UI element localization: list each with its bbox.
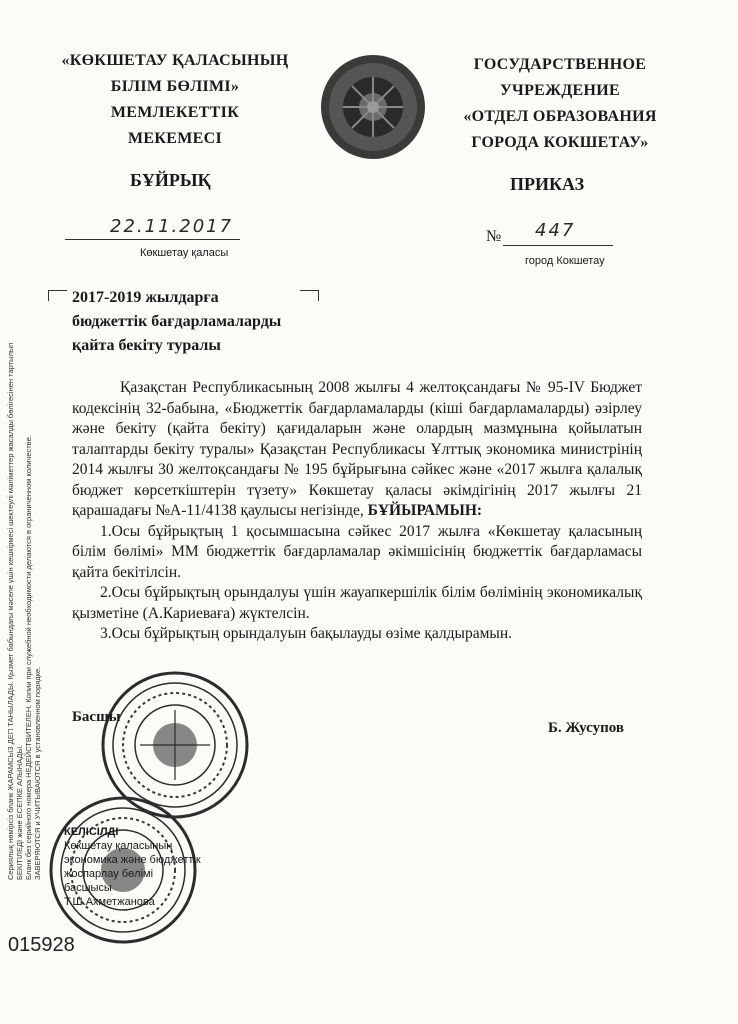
signature-label: Басшы <box>72 709 121 725</box>
header-ru-line: ГОСУДАРСТВЕННОЕ <box>473 56 647 73</box>
subject-line: бюджеттік бағдарламаларды <box>72 313 282 330</box>
agreement-line: Т.Ш.Ахметжанова <box>64 896 155 908</box>
side-note-line: Бланк без серийного номера НЕДЕЙСТВИТЕЛЕН. Копии при служебной необходимости делаются в ограниченном количестве. <box>24 435 33 880</box>
order-number: 447 <box>535 220 576 241</box>
order-word: БҰЙЫРАМЫН: <box>367 502 483 519</box>
order-item-2: 2.Осы бұйрықтың орындалуы үшін жауапкершілік білім бөлімінің экономикалық қызметіне (А.Кариеваға) жүктелсін. <box>72 584 642 622</box>
subject-bracket-right <box>300 290 319 301</box>
number-underline <box>503 245 613 246</box>
city-kz: Көкшетау қаласы <box>140 247 229 259</box>
header-kz-line: БІЛІМ БӨЛІМІ» <box>110 78 240 95</box>
header-ru-line: ГОРОДА КОКШЕТАУ» <box>471 134 649 151</box>
agreement-line: экономика және бюджеттік <box>64 854 201 866</box>
subject-bracket-left <box>48 290 67 301</box>
side-note-line: БЕКІТІЛЕДІ және ЕСЕПКЕ АЛЫНАДЫ. <box>15 744 24 880</box>
order-title-kz: БҰЙРЫҚ <box>130 170 211 190</box>
order-body <box>72 378 642 645</box>
city-ru: город Кокшетау <box>525 255 605 267</box>
subject-line: қайта бекіту туралы <box>72 337 221 354</box>
header-kz <box>40 48 310 152</box>
header-ru-line: УЧРЕЖДЕНИЕ <box>500 82 620 99</box>
number-sign: № <box>486 228 502 245</box>
order-item-3: 3.Осы бұйрықтың орындалуын бақылауды өзіме қалдырамын. <box>100 625 512 642</box>
subject-line: 2017-2019 жылдарға <box>72 289 219 306</box>
order-subject <box>72 286 281 358</box>
agreement-line: Көкшетау қаласының <box>64 840 173 852</box>
date-underline <box>65 239 240 240</box>
agreement-title: КЕЛІСІЛДІ <box>64 826 119 838</box>
header-kz-line: «КӨКШЕТАУ ҚАЛАСЫНЫҢ <box>61 52 289 69</box>
body-preamble <box>72 378 642 522</box>
blank-serial-number: 015928 <box>8 934 75 956</box>
side-security-note <box>6 320 42 880</box>
side-note-line: ЗАВЕРЯЮТСЯ и УЧИТЫВАЮТСЯ в установленном порядке. <box>33 666 42 880</box>
signatory-name: Б. Жусупов <box>548 720 624 736</box>
header-ru <box>440 52 680 156</box>
header-kz-line: МЕМЛЕКЕТТІК <box>110 104 240 121</box>
side-note-line: Сериялық нөмірсіз бланк ЖАРАМСЫЗ ДЕП ТАНЫЛАДЫ. Қызмет бабындағы мәселе үшін кешкірмесі шектеулі мәліметтер жасалды бөлігесінен тартылып <box>6 342 15 880</box>
order-title-ru: ПРИКАЗ <box>510 174 585 194</box>
order-date: 22.11.2017 <box>110 216 234 237</box>
preamble-text: Қазақстан Республикасының 2008 жылғы 4 желтоқсандағы № 95-IV Бюджет кодексінің 32-бабына, «Бюджеттік бағдарламаларды (кіші бағдарламаларды) әзірлеу және бекіту (қайта бекіту) қағидаларын және олардың мазмұнына қойылатын талаптарды бекіту туралы» Қазақстан Республикасы Ұлттық экономика министрінің 2014 жылғы 30 желтоқсандағы № 195 бұйрығына сәйкес және «2017 жылға қалалық бюджет көрсеткіштерін түзету» Көкшетау қаласы әкімдігінің 2017 жылғы 21 қарашадағы №А-11/4138 қаулысы негізінде, <box>72 379 642 519</box>
agreement-line: жоспарлау бөлімі <box>64 868 154 880</box>
agreement-line: басшысы <box>64 882 112 894</box>
order-item-1: 1.Осы бұйрықтың 1 қосымшасына сәйкес 2017 жылға «Көкшетау қаласының білім бөлімі» ММ бюджеттік бағдарламалар әкімшісінің бюджеттік бағдарламасы қайта бекітілсін. <box>72 522 642 581</box>
header-ru-line: «ОТДЕЛ ОБРАЗОВАНИЯ <box>463 108 657 125</box>
state-emblem-icon <box>318 52 428 162</box>
agreement-block <box>64 825 201 909</box>
header-kz-line: МЕКЕМЕСІ <box>127 130 222 147</box>
